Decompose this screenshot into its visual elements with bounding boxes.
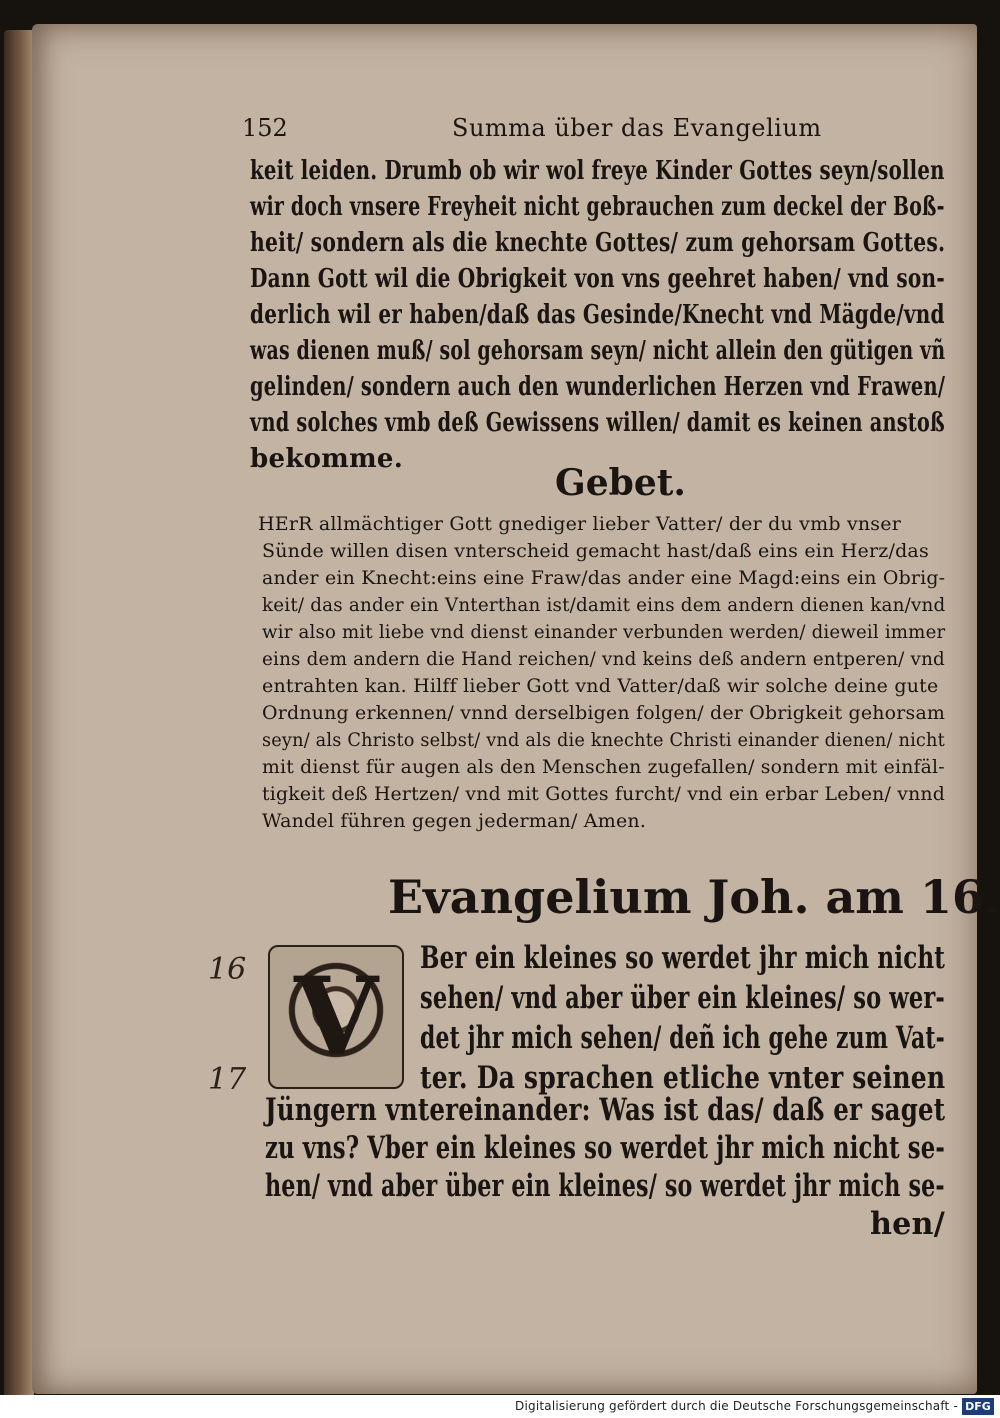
gospel-line: hen/ vnd aber über ein kleines/ so werdet jhr mich se- <box>265 1168 945 1204</box>
gospel-line: ter. Da sprachen etliche vnter seinen <box>420 1060 946 1096</box>
decorated-initial <box>268 945 404 1089</box>
book-spine-edge <box>4 30 34 1400</box>
prayer-line: eins dem andern die Hand reichen/ vnd keins deß andern entperen/ vnd <box>262 648 945 670</box>
verse-number: 17 <box>208 1062 247 1097</box>
body-line: keit leiden. Drumb ob wir wol freye Kinder Gottes seyn/sollen <box>250 156 945 186</box>
gospel-line: zu vns? Vber ein kleines so werdet jhr mich nicht se- <box>265 1130 945 1166</box>
gospel-title: Evangelium Joh. am 16. <box>388 870 1000 924</box>
footer-bar <box>0 1395 1000 1418</box>
gospel-line: Ber ein kleines so werdet jhr mich nicht <box>420 940 946 976</box>
prayer-line: HErR allmächtiger Gott gnediger lieber Vatter/ der du vmb vnser <box>258 513 901 535</box>
body-line: bekomme. <box>250 444 404 474</box>
running-head: Summa über das Evangelium <box>452 114 822 142</box>
gospel-line: sehen/ vnd aber über ein kleines/ so wer- <box>420 980 945 1016</box>
prayer-line: seyn/ als Christo selbst/ vnd als die knechte Christi einander dienen/ nicht <box>262 729 945 751</box>
body-line: wir doch vnsere Freyheit nicht gebrauchen zum deckel der Boß- <box>250 192 945 222</box>
prayer-line: tigkeit deß Hertzen/ vnd mit Gottes furcht/ vnd ein erbar Leben/ vnnd <box>262 783 945 805</box>
verse-number: 16 <box>208 952 247 987</box>
body-line: Dann Gott wil die Obrigkeit von vns geehret haben/ vnd son- <box>250 264 945 294</box>
prayer-line: entrahten kan. Hilff lieber Gott vnd Vatter/daß wir solche deine gute <box>262 675 939 697</box>
catchword: hen/ <box>870 1206 945 1242</box>
page-number: 152 <box>242 114 288 142</box>
prayer-line: ander ein Knecht:eins eine Fraw/das ander eine Magd:eins ein Obrig- <box>262 567 946 589</box>
funding-credit: Digitalisierung gefördert durch die Deutsche Forschungsgemeinschaft - <box>515 1399 958 1413</box>
body-line: derlich wil er haben/daß das Gesinde/Knecht vnd Mägde/vnd <box>250 300 945 330</box>
prayer-line: wir also mit liebe vnd dienst einander verbunden werden/ dieweil immer <box>262 621 946 643</box>
initial-letter: V <box>294 954 378 1080</box>
body-line: vnd solches vmb deß Gewissens willen/ damit es keinen anstoß <box>250 408 945 438</box>
body-line: gelinden/ sondern auch den wunderlichen Herzen vnd Frawen/ <box>250 372 946 402</box>
prayer-line: Ordnung erkennen/ vnnd derselbigen folgen/ der Obrigkeit gehorsam <box>262 702 946 724</box>
body-line: heit/ sondern als die knechte Gottes/ zum gehorsam Gottes. <box>250 228 946 258</box>
prayer-line: Sünde willen disen vnterscheid gemacht hast/daß eins ein Herz/das <box>262 540 929 562</box>
prayer-line: keit/ das ander ein Vnterthan ist/damit eins dem andern dienen kan/vnd <box>262 594 946 616</box>
prayer-title: Gebet. <box>555 462 686 504</box>
page-header <box>242 114 822 146</box>
gospel-line: det jhr mich sehen/ deñ ich gehe zum Vat- <box>420 1020 945 1056</box>
prayer-line: mit dienst für augen als den Menschen zugefallen/ sondern mit einfäl- <box>262 756 945 778</box>
prayer-line: Wandel führen gegen jederman/ Amen. <box>262 810 647 832</box>
body-line: was dienen muß/ sol gehorsam seyn/ nicht allein den gütigen vñ <box>250 336 946 366</box>
gospel-line: Jüngern vntereinander: Was ist das/ daß er saget <box>265 1092 946 1128</box>
dfg-logo: DFG <box>962 1398 994 1415</box>
